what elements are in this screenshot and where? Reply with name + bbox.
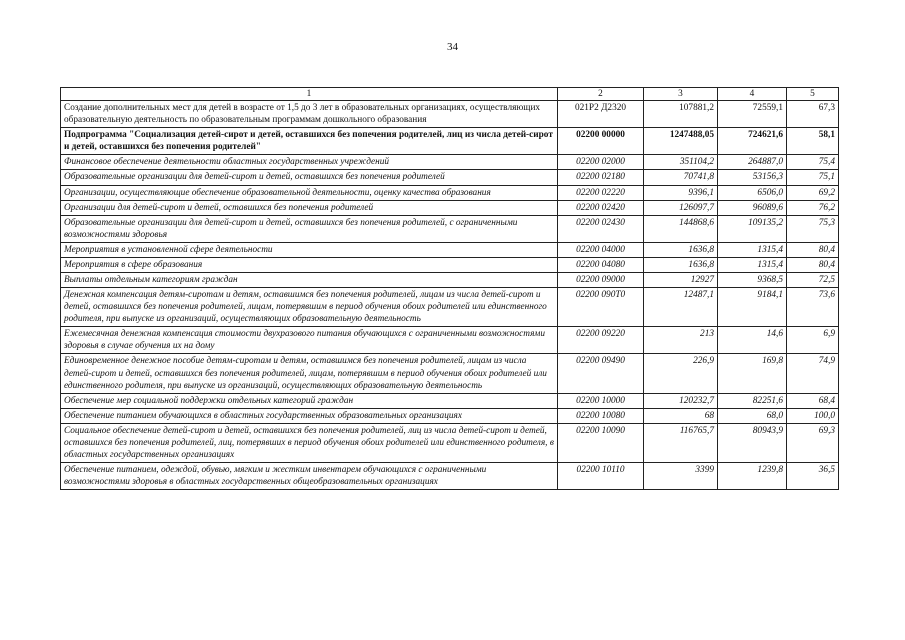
row-value-col4: 109135,2 — [718, 215, 787, 242]
page-number: 34 — [447, 41, 458, 53]
row-value-col3: 1636,8 — [644, 242, 718, 257]
row-value-col5: 69,3 — [787, 423, 839, 462]
column-header: 5 — [787, 88, 839, 101]
column-header: 2 — [558, 88, 644, 101]
row-value-col3: 68 — [644, 408, 718, 423]
header-row — [61, 88, 839, 101]
row-code-cell: 02200 09490 — [558, 354, 644, 393]
table-row — [61, 257, 839, 272]
row-code-cell: 02200 04000 — [558, 242, 644, 257]
row-name-cell: Образовательные организации для детей-сирот и детей, оставшихся без попечения родителей — [61, 170, 558, 185]
row-value-col5: 75,1 — [787, 170, 839, 185]
row-code-cell: 02200 02220 — [558, 185, 644, 200]
row-value-col5: 76,2 — [787, 200, 839, 215]
row-value-col4: 53156,3 — [718, 170, 787, 185]
row-name-cell: Создание дополнительных мест для детей в возрасте от 1,5 до 3 лет в образовательных организациях, осуществляющих образовательную деятельность по образовательным программам дошкольного образования — [61, 101, 558, 128]
row-value-col4: 9368,5 — [718, 273, 787, 288]
table-row — [61, 185, 839, 200]
table-row — [61, 423, 839, 462]
row-value-col4: 80943,9 — [718, 423, 787, 462]
row-value-col4: 14,6 — [718, 327, 787, 354]
row-value-col3: 144868,6 — [644, 215, 718, 242]
row-value-col5: 67,3 — [787, 101, 839, 128]
row-code-cell: 02200 10080 — [558, 408, 644, 423]
budget-table — [60, 87, 839, 490]
row-value-col3: 70741,8 — [644, 170, 718, 185]
table-row — [61, 215, 839, 242]
row-code-cell: 02200 02000 — [558, 155, 644, 170]
table-row — [61, 101, 839, 128]
row-value-col5: 80,4 — [787, 257, 839, 272]
row-value-col5: 6,9 — [787, 327, 839, 354]
table-row — [61, 463, 839, 490]
row-value-col3: 126097,7 — [644, 200, 718, 215]
row-value-col5: 72,5 — [787, 273, 839, 288]
row-value-col4: 72559,1 — [718, 101, 787, 128]
row-code-cell: 02200 00000 — [558, 128, 644, 155]
row-code-cell: 02200 10000 — [558, 393, 644, 408]
row-value-col3: 213 — [644, 327, 718, 354]
row-code-cell: 02200 02420 — [558, 200, 644, 215]
row-name-cell: Финансовое обеспечение деятельности областных государственных учреждений — [61, 155, 558, 170]
row-value-col3: 116765,7 — [644, 423, 718, 462]
row-value-col5: 80,4 — [787, 242, 839, 257]
row-name-cell: Организации, осуществляющие обеспечение образовательной деятельности, оценку качества образования — [61, 185, 558, 200]
row-value-col5: 100,0 — [787, 408, 839, 423]
row-value-col4: 1239,8 — [718, 463, 787, 490]
row-value-col3: 3399 — [644, 463, 718, 490]
row-value-col3: 120232,7 — [644, 393, 718, 408]
table-row — [61, 354, 839, 393]
table-row — [61, 128, 839, 155]
row-value-col4: 264887,0 — [718, 155, 787, 170]
row-value-col4: 68,0 — [718, 408, 787, 423]
row-name-cell: Социальное обеспечение детей-сирот и детей, оставшихся без попечения родителей, лиц из числа детей-сирот и детей, оставшихся без попечения родителей, лиц, потерявших в период обучения обоих родителей или единственного родителя, в областных государственных организациях — [61, 423, 558, 462]
row-code-cell: 02200 09000 — [558, 273, 644, 288]
row-value-col5: 75,4 — [787, 155, 839, 170]
table-row — [61, 155, 839, 170]
column-header: 1 — [61, 88, 558, 101]
row-name-cell: Подпрограмма "Социализация детей-сирот и детей, оставшихся без попечения родителей, лиц из числа детей-сирот и детей, оставшихся без попечения родителей" — [61, 128, 558, 155]
row-name-cell: Обеспечение мер социальной поддержки отдельных категорий граждан — [61, 393, 558, 408]
row-value-col4: 724621,6 — [718, 128, 787, 155]
table-row — [61, 327, 839, 354]
table-row — [61, 288, 839, 327]
row-code-cell: 02200 02180 — [558, 170, 644, 185]
row-value-col4: 1315,4 — [718, 242, 787, 257]
row-code-cell: 02200 10110 — [558, 463, 644, 490]
row-value-col4: 82251,6 — [718, 393, 787, 408]
row-name-cell: Организации для детей-сирот и детей, оставшихся без попечения родителей — [61, 200, 558, 215]
row-code-cell: 02200 02430 — [558, 215, 644, 242]
row-value-col4: 169,8 — [718, 354, 787, 393]
row-value-col5: 58,1 — [787, 128, 839, 155]
row-value-col5: 68,4 — [787, 393, 839, 408]
row-value-col5: 74,9 — [787, 354, 839, 393]
row-value-col3: 107881,2 — [644, 101, 718, 128]
row-value-col5: 69,2 — [787, 185, 839, 200]
row-name-cell: Обеспечение питанием обучающихся в областных государственных образовательных организациях — [61, 408, 558, 423]
row-value-col5: 75,3 — [787, 215, 839, 242]
row-code-cell: 02200 090Т0 — [558, 288, 644, 327]
row-value-col3: 226,9 — [644, 354, 718, 393]
row-name-cell: Обеспечение питанием, одеждой, обувью, мягким и жестким инвентарем обучающихся с ограниченными возможностями здоровья в областных государственных общеобразовательных организациях — [61, 463, 558, 490]
row-value-col4: 96089,6 — [718, 200, 787, 215]
row-name-cell: Ежемесячная денежная компенсация стоимости двухразового питания обучающихся с ограниченными возможностями здоровья в случае обучения их на дому — [61, 327, 558, 354]
table-row — [61, 273, 839, 288]
table-row — [61, 170, 839, 185]
table-body — [61, 101, 839, 490]
row-value-col4: 6506,0 — [718, 185, 787, 200]
row-value-col4: 9184,1 — [718, 288, 787, 327]
row-value-col3: 9396,1 — [644, 185, 718, 200]
row-value-col3: 1247488,05 — [644, 128, 718, 155]
row-value-col5: 73,6 — [787, 288, 839, 327]
row-name-cell: Образовательные организации для детей-сирот и детей, оставшихся без попечения родителей, с ограниченными возможностями здоровья — [61, 215, 558, 242]
row-value-col4: 1315,4 — [718, 257, 787, 272]
row-code-cell: 02200 04080 — [558, 257, 644, 272]
row-value-col5: 36,5 — [787, 463, 839, 490]
column-header: 3 — [644, 88, 718, 101]
row-code-cell: 02200 09220 — [558, 327, 644, 354]
row-value-col3: 351104,2 — [644, 155, 718, 170]
table-row — [61, 242, 839, 257]
row-code-cell: 021Р2 Д2320 — [558, 101, 644, 128]
table-row — [61, 393, 839, 408]
row-code-cell: 02200 10090 — [558, 423, 644, 462]
row-name-cell: Мероприятия в установленной сфере деятельности — [61, 242, 558, 257]
row-name-cell: Денежная компенсация детям-сиротам и детям, оставшимся без попечения родителей, лицам из числа детей-сирот и детей, оставшихся без попечения родителей, лицам, потерявшим в период обучения обоих родителей или единственного родителя, при выпуске из организаций, осуществляющих образовательную деятельность — [61, 288, 558, 327]
table-row — [61, 200, 839, 215]
row-name-cell: Мероприятия в сфере образования — [61, 257, 558, 272]
column-header: 4 — [718, 88, 787, 101]
row-value-col3: 12927 — [644, 273, 718, 288]
row-name-cell: Выплаты отдельным категориям граждан — [61, 273, 558, 288]
row-name-cell: Единовременное денежное пособие детям-сиротам и детям, оставшимся без попечения родителей, лицам из числа детей-сирот и детей, оставшихся без попечения родителей, лицам, потерявшим в период обучения обоих родителей или единственного родителя, при выпуске из организаций, осуществляющих образовательную деятельность — [61, 354, 558, 393]
row-value-col3: 1636,8 — [644, 257, 718, 272]
row-value-col3: 12487,1 — [644, 288, 718, 327]
table-row — [61, 408, 839, 423]
